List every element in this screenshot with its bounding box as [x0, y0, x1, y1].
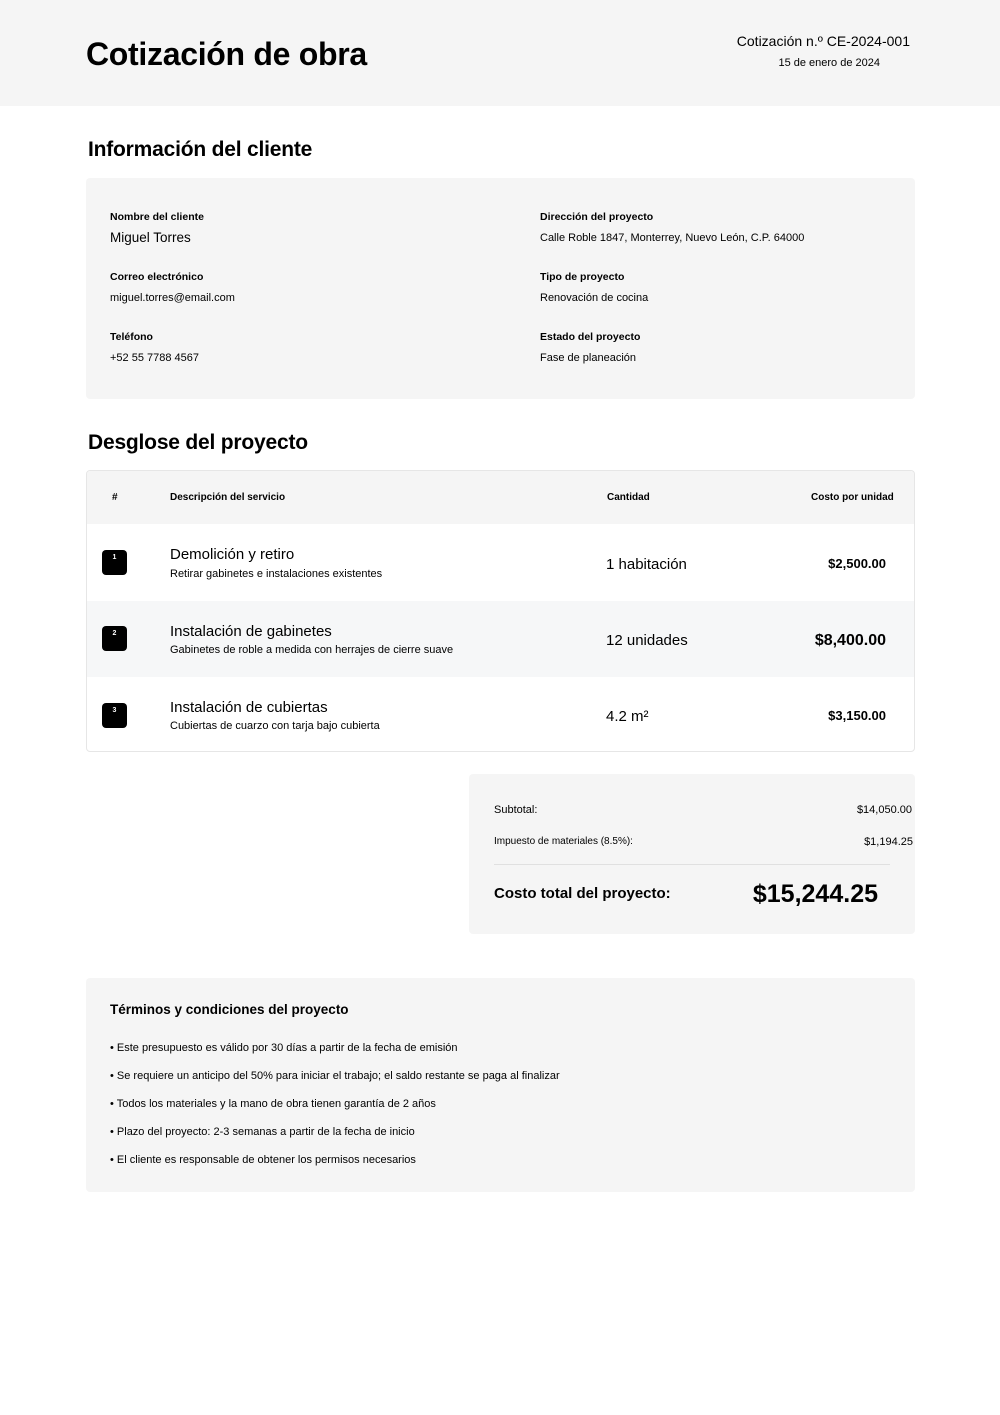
breakdown-table	[86, 470, 915, 752]
service-quantity: 4.2 m²	[606, 708, 649, 725]
field-label: Tipo de proyecto	[540, 271, 625, 283]
terms-panel	[86, 978, 915, 1192]
table-row	[87, 601, 914, 677]
total-value: $15,244.25	[752, 880, 878, 908]
client-info-card	[86, 178, 915, 399]
project-status-field	[540, 331, 640, 364]
service-name: Demolición y retiro	[170, 546, 295, 563]
tax-value: $1,194.25	[864, 836, 913, 848]
total-label: Costo total del proyecto:	[494, 885, 671, 902]
table-row	[87, 677, 914, 752]
terms-list	[110, 1041, 560, 1181]
service-description: Gabinetes de roble a medida con herrajes de cierre suave	[170, 644, 454, 656]
client-name-value: Miguel Torres	[110, 230, 191, 245]
project-type-field	[540, 271, 648, 304]
row-number-badge: 1	[102, 550, 127, 575]
subtotal-value: $14,050.00	[856, 804, 912, 816]
service-quantity: 12 unidades	[606, 632, 688, 649]
field-label: Dirección del proyecto	[540, 211, 654, 223]
totals-divider	[494, 864, 890, 865]
service-description: Retirar gabinetes e instalaciones existentes	[170, 568, 383, 580]
list-item: • Este presupuesto es válido por 30 días a partir de la fecha de emisión	[110, 1042, 458, 1054]
tax-label: Impuesto de materiales (8.5%):	[494, 836, 633, 847]
totals-panel	[469, 774, 915, 934]
quote-date: 15 de enero de 2024	[778, 57, 880, 69]
service-unit-cost: $8,400.00	[814, 632, 886, 649]
client-email-field	[110, 271, 235, 304]
table-header	[87, 471, 914, 524]
project-status-value: Fase de planeación	[540, 352, 637, 364]
column-header-number: #	[112, 492, 118, 503]
project-type-value: Renovación de cocina	[540, 292, 649, 304]
page-title: Cotización de obra	[86, 36, 367, 72]
column-header-quantity: Cantidad	[607, 492, 650, 503]
service-name: Instalación de cubiertas	[170, 699, 328, 716]
row-number-badge: 2	[102, 626, 127, 651]
column-header-description: Descripción del servicio	[170, 492, 286, 503]
field-label: Nombre del cliente	[110, 211, 204, 223]
client-phone-field	[110, 331, 199, 364]
service-quantity: 1 habitación	[606, 556, 687, 573]
terms-title: Términos y condiciones del proyecto	[110, 1002, 349, 1017]
header	[0, 0, 1000, 106]
client-phone-value: +52 55 7788 4567	[110, 352, 200, 364]
list-item: • Todos los materiales y la mano de obra tienen garantía de 2 años	[110, 1098, 436, 1110]
field-label: Estado del proyecto	[540, 331, 641, 343]
service-unit-cost: $3,150.00	[828, 708, 886, 723]
quote-number: Cotización n.º CE-2024-001	[736, 33, 910, 49]
list-item: • Plazo del proyecto: 2-3 semanas a partir de la fecha de inicio	[110, 1126, 415, 1138]
service-description: Cubiertas de cuarzo con tarja bajo cubierta	[170, 720, 380, 732]
list-item: • El cliente es responsable de obtener los permisos necesarios	[110, 1154, 416, 1166]
client-name-field	[110, 211, 204, 245]
column-header-unit-cost: Costo por unidad	[811, 492, 894, 503]
field-label: Teléfono	[110, 331, 153, 343]
service-unit-cost: $2,500.00	[828, 556, 886, 571]
client-section-title: Información del cliente	[88, 138, 313, 161]
client-email-value: miguel.torres@email.com	[110, 292, 235, 304]
field-label: Correo electrónico	[110, 271, 204, 283]
project-address-field	[540, 211, 804, 244]
row-number-badge: 3	[102, 703, 127, 728]
project-address-value: Calle Roble 1847, Monterrey, Nuevo León, C.P. 64000	[540, 232, 805, 244]
breakdown-section-title: Desglose del proyecto	[88, 431, 308, 454]
subtotal-label: Subtotal:	[494, 804, 538, 816]
service-name: Instalación de gabinetes	[170, 623, 332, 640]
table-row	[87, 524, 914, 601]
list-item: • Se requiere un anticipo del 50% para iniciar el trabajo; el saldo restante se paga al finalizar	[110, 1070, 560, 1082]
